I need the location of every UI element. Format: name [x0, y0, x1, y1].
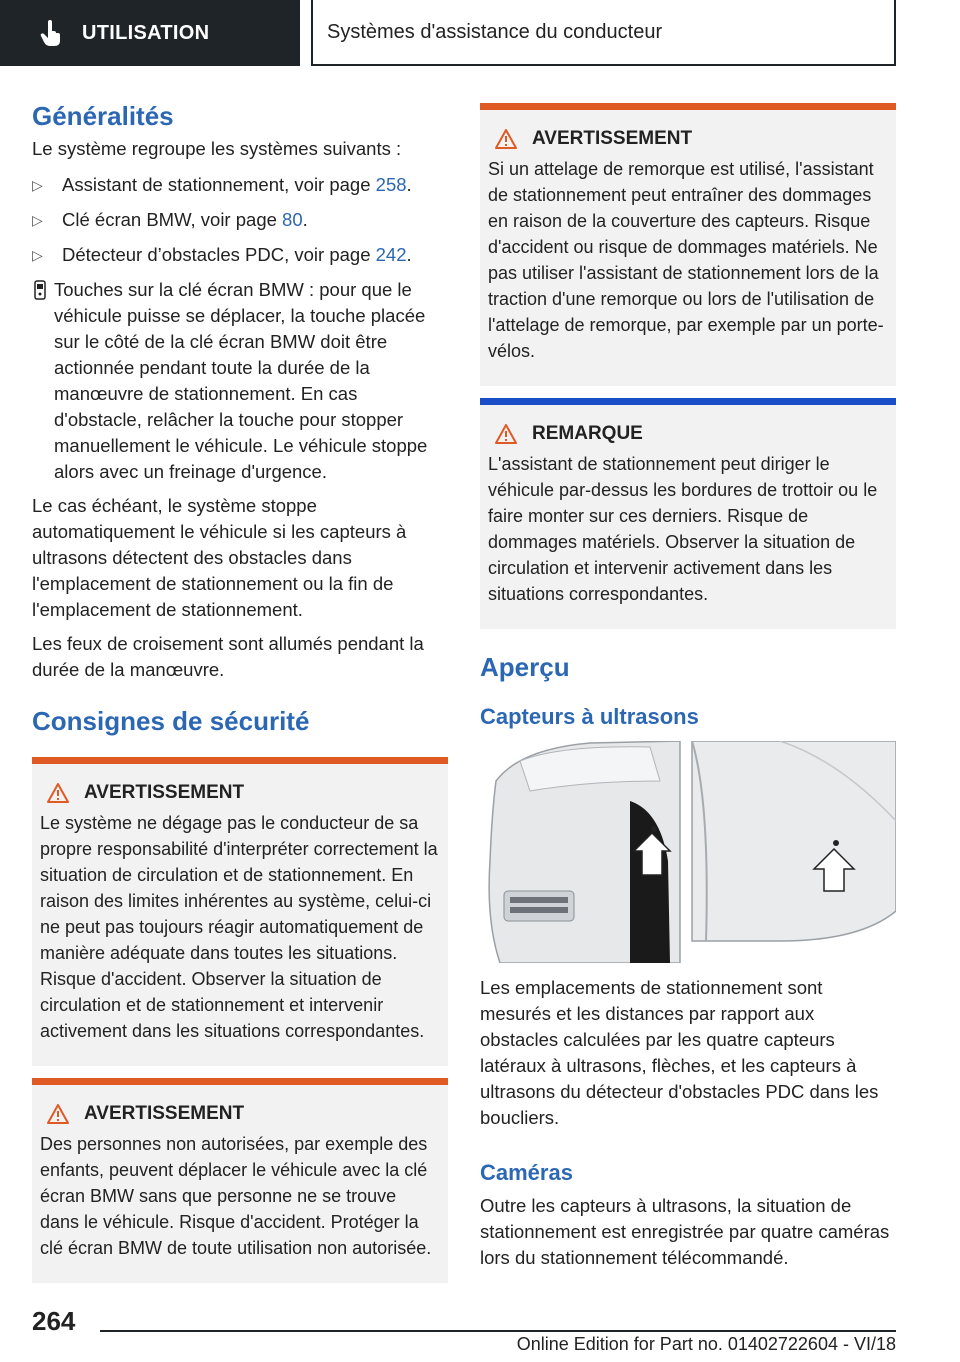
warning-title: AVERTISSEMENT [84, 1103, 245, 1124]
bullet-triangle-icon: ▷ [32, 177, 43, 193]
warning-triangle-icon [46, 1103, 70, 1125]
sensor-illustration [480, 741, 896, 963]
warning-triangle-icon [494, 128, 518, 150]
notice-title: REMARQUE [532, 423, 643, 444]
cameras-text: Outre les capteurs à ultrasons, la situation de stationnement est enregistrée par quatre caméras lors du stationnement télécommandé. [480, 1195, 890, 1268]
left-column [32, 100, 448, 1283]
intro-text: Le système regroupe les systèmes suivants : [32, 138, 402, 159]
warning-title: AVERTISSEMENT [532, 128, 693, 149]
warning-box [480, 103, 896, 386]
page-number: 264 [32, 1306, 76, 1336]
chapter-box [311, 0, 896, 66]
bullet-triangle-icon: ▷ [32, 247, 43, 263]
heading-consignes: Consignes de sécurité [32, 706, 310, 736]
car-bumper-image [480, 741, 896, 963]
heading-apercu: Aperçu [480, 652, 570, 682]
warning-header [40, 1103, 440, 1125]
list-item: ▷ Clé écran BMW, voir page 80. [32, 207, 448, 233]
notice-box [480, 398, 896, 629]
list-item: ▷ Assistant de stationnement, voir page 258. [32, 172, 448, 198]
section-label: UTILISATION [82, 21, 210, 44]
warning-title: AVERTISSEMENT [84, 782, 245, 803]
hand-pointer-icon [40, 20, 62, 46]
edition-text: Online Edition for Part no. 01402722604 - VI/18 [516, 1334, 896, 1354]
key-icon [34, 280, 46, 300]
warning-box [32, 1078, 448, 1283]
notice-header [488, 423, 888, 445]
page-link[interactable]: 80 [282, 209, 303, 230]
section-tab [0, 0, 300, 66]
warning-header [40, 782, 440, 804]
systems-list [32, 172, 448, 268]
heading-cameras: Caméras [480, 1160, 573, 1185]
key-note [32, 277, 448, 485]
chapter-title: Systèmes d'assistance du conducteur [327, 20, 663, 43]
warning-triangle-icon [494, 423, 518, 445]
warning-text: Le système ne dégage pas le conducteur de sa propre responsabilité d'interpréter correctement la situation de circulation et de stationnement. En raison des limites inhérentes au système, celui-ci ne peut pas toujours réagir automatiquement de manière adéquate dans toutes les situations. Risque d'accident. Observer la situation de circulation et de stationnement et intervenir activement dans les situations correspondantes. [40, 813, 438, 1041]
page-link[interactable]: 242 [375, 244, 407, 265]
heading-capteurs: Capteurs à ultrasons [480, 704, 699, 729]
warning-text: Si un attelage de remorque est utilisé, l'assistant de stationnement peut entraîner des dommages en raison de la couverture des capteurs. Risque d'accident ou risque de dommages matériels. Ne pas utiliser l'assistant de stationnement lors de la traction d'une remorque ou lors de l'utilisation de l'attelage de remorque, par exemple par un porte-vélos. [488, 159, 884, 361]
paragraph: Les feux de croisement sont allumés pendant la durée de la manœuvre. [32, 633, 424, 680]
page-footer [0, 1296, 960, 1362]
bullet-triangle-icon: ▷ [32, 212, 43, 228]
paragraph: Le cas échéant, le système stoppe automatiquement le véhicule si les capteurs à ultrasons détectent des obstacles dans l'emplacement de stationnement ou la fin de l'emplacement de stationnement. [32, 495, 407, 620]
footer-divider [100, 1330, 896, 1332]
warning-header [488, 128, 888, 150]
notice-text: L'assistant de stationnement peut diriger le véhicule par-dessus les bordures de trottoir ou le faire monter sur ces derniers. Risque de dommages matériels. Observer la situation de circulation et intervenir activement dans les situations correspondantes. [488, 454, 878, 604]
note-text: Touches sur la clé écran BMW : pour que le véhicule puisse se déplacer, la touche placée sur le côté de la clé écran BMW doit être actionnée pendant toute la durée de la manœuvre de stationnement. En cas d'obstacle, relâcher la touche pour stopper manuellement le véhicule. Le véhicule stoppe alors avec un freinage d'urgence. [54, 279, 428, 482]
warning-box [32, 757, 448, 1066]
right-column [480, 103, 896, 1271]
capteurs-text: Les emplacements de stationnement sont mesurés et les distances par rapport aux obstacles calculées par les quatre capteurs latéraux à ultrasons, flèches, et les capteurs à ultrasons du détecteur d'obstacles PDC dans les boucliers. [480, 977, 879, 1128]
warning-text: Des personnes non autorisées, par exemple des enfants, peuvent déplacer le véhicule avec la clé écran BMW sans que personne ne se trouve dans le véhicule. Risque d'accident. Protéger la clé écran BMW de toute utilisation non autorisée. [40, 1134, 432, 1258]
page-header [0, 0, 960, 66]
heading-generalites: Généralités [32, 101, 174, 131]
list-item: ▷ Détecteur d’obstacles PDC, voir page 242. [32, 242, 448, 268]
page-link[interactable]: 258 [375, 174, 407, 195]
warning-triangle-icon [46, 782, 70, 804]
